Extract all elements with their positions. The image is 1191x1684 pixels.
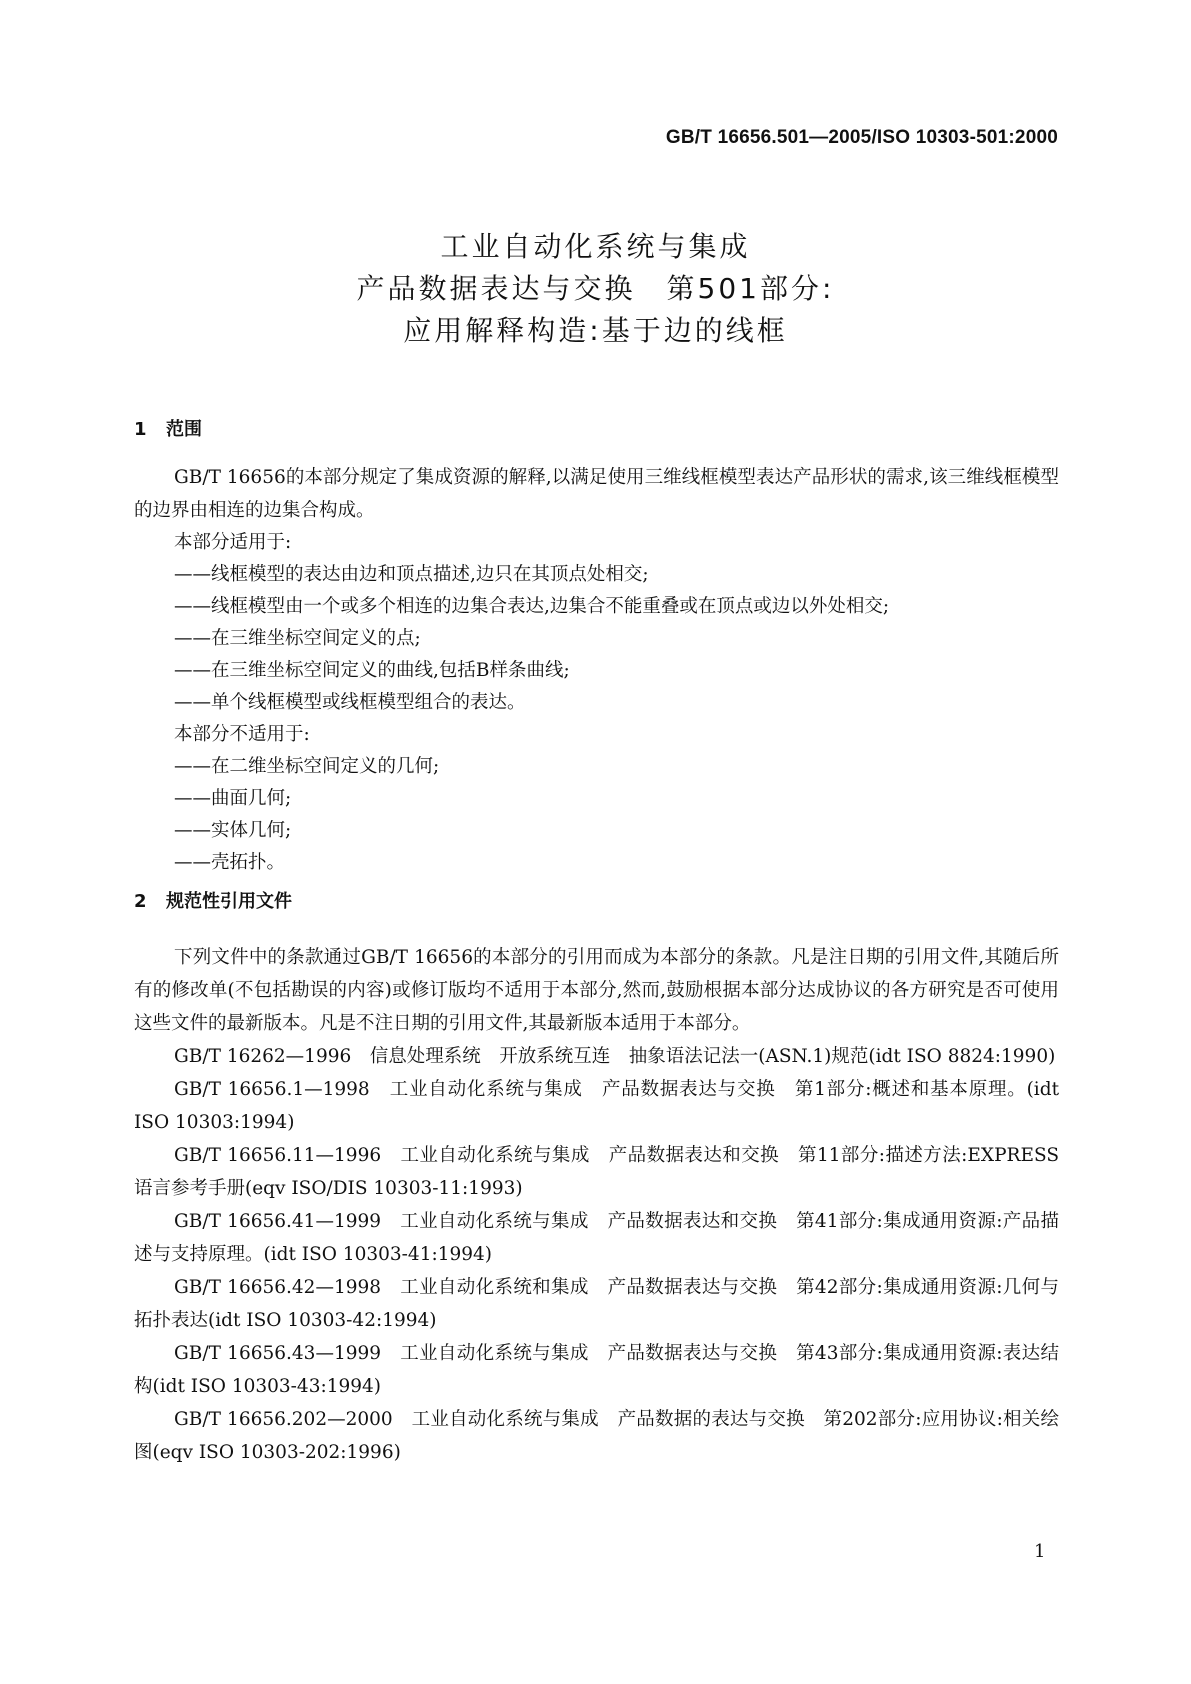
not-applies-item: ——实体几何; (174, 820, 292, 841)
section-2-title: 规范性引用文件 (166, 891, 292, 912)
document-body (134, 411, 1059, 1469)
reference-entry: GB/T 16656.11—1996 工业自动化系统与集成 产品数据表达和交换 第11部分:描述方法:EXPRESS语言参考手册(eqv ISO/DIS 10303-11:1993) (134, 1145, 1059, 1199)
applies-item: ——线框模型的表达由边和顶点描述,边只在其顶点处相交; (174, 564, 649, 585)
not-applies-item: ——壳拓扑。 (174, 852, 286, 873)
reference-entry: GB/T 16262—1996 信息处理系统 开放系统互连 抽象语法记法一(ASN.1)规范(idt ISO 8824:1990) (174, 1046, 1056, 1067)
section-2-number: 2 (134, 891, 147, 912)
document-title (0, 226, 1191, 352)
reference-entry: GB/T 16656.43—1999 工业自动化系统与集成 产品数据表达与交换 第43部分:集成通用资源:表达结构(idt ISO 10303-43:1994) (134, 1343, 1059, 1397)
applies-label: 本部分适用于: (174, 532, 292, 553)
reference-entry: GB/T 16656.1—1998 工业自动化系统与集成 产品数据表达与交换 第1部分:概述和基本原理。(idt ISO 10303:1994) (134, 1079, 1059, 1133)
section-1-heading (134, 411, 1059, 449)
section-1-title: 范围 (166, 419, 202, 440)
reference-entry: GB/T 16656.202—2000 工业自动化系统与集成 产品数据的表达与交换 第202部分:应用协议:相关绘图(eqv ISO 10303-202:1996) (134, 1409, 1059, 1463)
section-1-intro: GB/T 16656的本部分规定了集成资源的解释,以满足使用三维线框模型表达产品形状的需求,该三维线框模型的边界由相连的边集合构成。 (134, 467, 1059, 521)
title-line-3: 应用解释构造:基于边的线框 (403, 314, 788, 347)
applies-item: ——在三维坐标空间定义的曲线,包括B样条曲线; (174, 660, 570, 681)
applies-item: ——线框模型由一个或多个相连的边集合表达,边集合不能重叠或在顶点或边以外处相交; (174, 596, 890, 617)
not-applies-label: 本部分不适用于: (174, 724, 310, 745)
not-applies-item: ——在二维坐标空间定义的几何; (174, 756, 440, 777)
section-2-heading (134, 883, 1059, 921)
standard-number-header: GB/T 16656.501—2005/ISO 10303-501:2000 (665, 127, 1058, 148)
section-1-number: 1 (134, 419, 147, 440)
reference-entry: GB/T 16656.42—1998 工业自动化系统和集成 产品数据表达与交换 第42部分:集成通用资源:几何与拓扑表达(idt ISO 10303-42:1994) (134, 1277, 1059, 1331)
title-line-1: 工业自动化系统与集成 (440, 230, 751, 263)
applies-item: ——在三维坐标空间定义的点; (174, 628, 421, 649)
title-line-2: 产品数据表达与交换 第501部分: (356, 272, 835, 305)
applies-item: ——单个线框模型或线框模型组合的表达。 (174, 692, 526, 713)
page-number: 1 (1034, 1541, 1046, 1562)
reference-entry: GB/T 16656.41—1999 工业自动化系统与集成 产品数据表达和交换 第41部分:集成通用资源:产品描述与支持原理。(idt ISO 10303-41:1994) (134, 1211, 1059, 1265)
section-2-intro: 下列文件中的条款通过GB/T 16656的本部分的引用而成为本部分的条款。凡是注日期的引用文件,其随后所有的修改单(不包括勘误的内容)或修订版均不适用于本部分,然而,鼓励根据本部分达成协议的各方研究是否可使用这些文件的最新版本。凡是不注日期的引用文件,其最新版本适用于本部分。 (134, 947, 1059, 1034)
not-applies-item: ——曲面几何; (174, 788, 292, 809)
